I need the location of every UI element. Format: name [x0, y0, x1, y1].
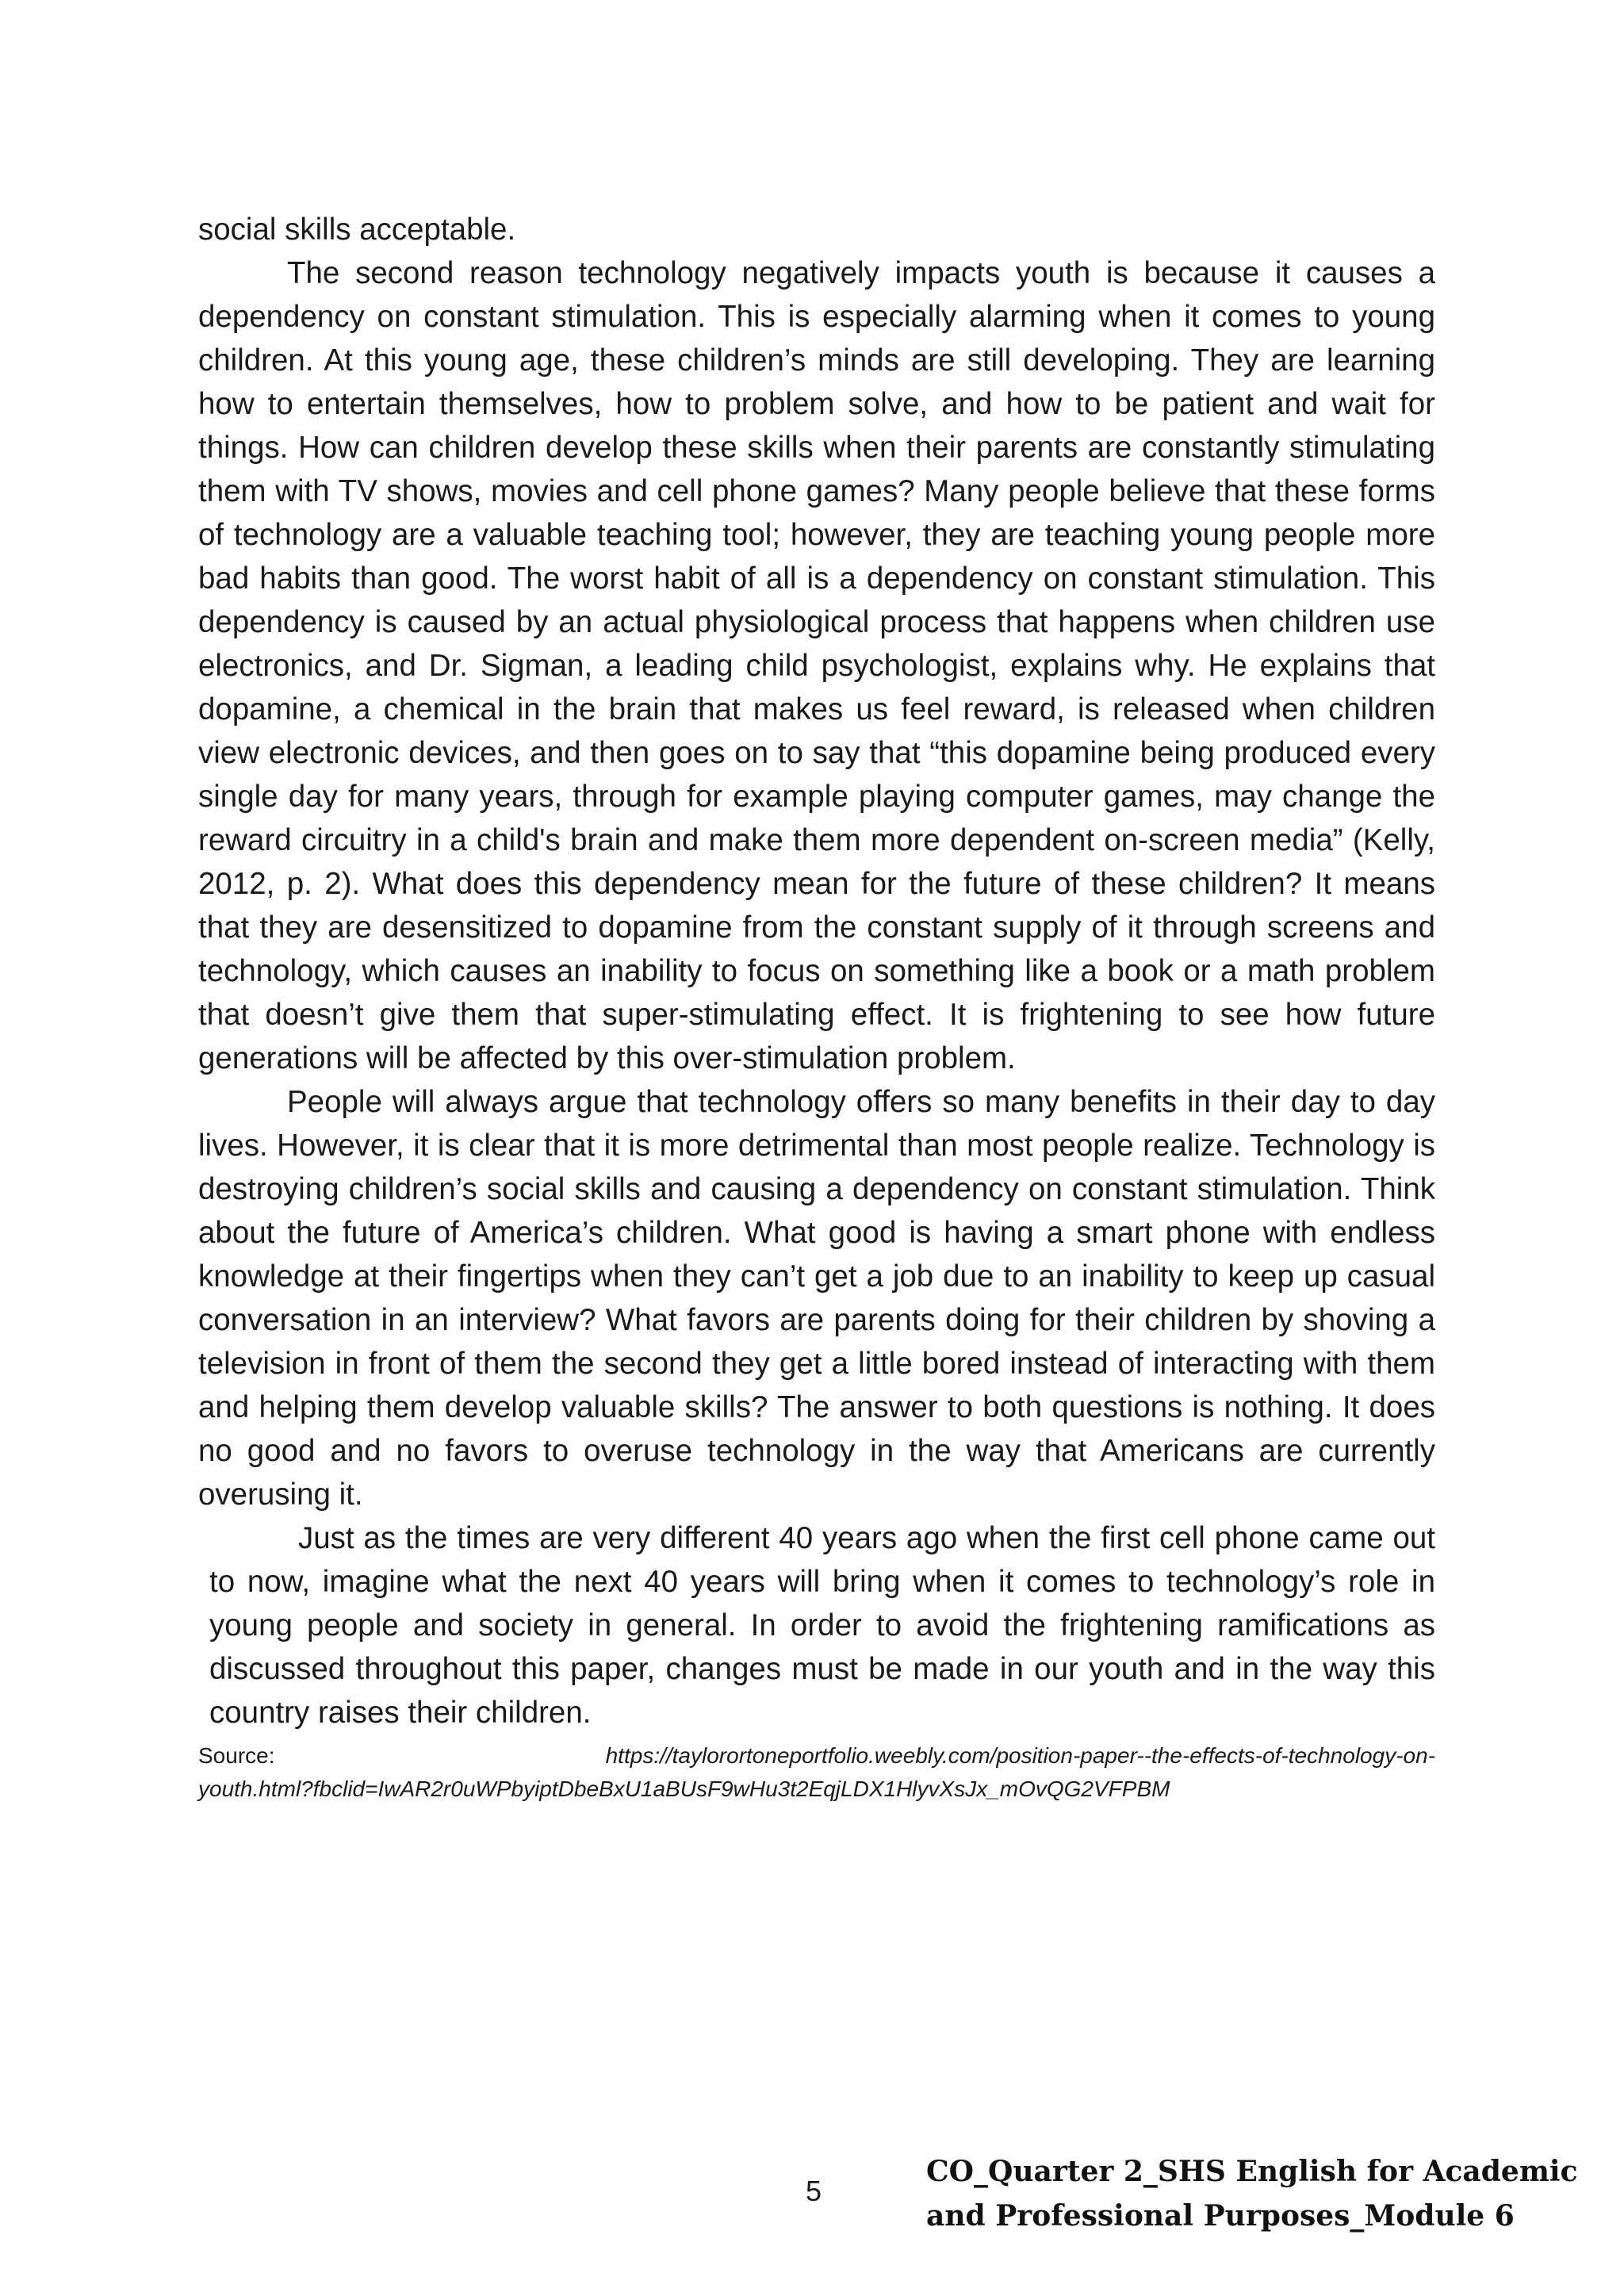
paragraph-continuation: social skills acceptable.: [198, 213, 516, 247]
source-url-part1[interactable]: https://taylorortoneportfolio.weebly.com/position-paper--the-effects-of-technology-on-: [605, 1743, 1435, 1768]
paragraph-closing: Just as the times are very different 40 years ago when the first cell phone came out to now, imagine what the next 40 years will bring when it comes to technology’s role in young people and society in general. In order to avoid the frightening ramifications as discussed throughout this paper, changes must be made in our youth and in the way this country raises their children.: [209, 1521, 1435, 1730]
source-url-part2[interactable]: youth.html?fbclid=IwAR2r0uWPbyiptDbeBxU1aBUsF9wHu3t2EqjLDX1HlyvXsJx_mOvQG2VFPBM: [198, 1777, 1170, 1801]
document-body: [198, 208, 1435, 1806]
source-citation: [198, 1739, 1435, 1806]
page-number: 5: [806, 2175, 822, 2207]
source-label: Source:: [198, 1743, 275, 1768]
paragraph-second-reason: The second reason technology negatively impacts youth is because it causes a dependency on constant stimulation. This is especially alarming when it comes to young children. At this young age, these children’s minds are still developing. They are learning how to entertain themselves, how to problem solve, and how to be patient and wait for things. How can children develop these skills when their parents are constantly stimulating them with TV shows, movies and cell phone games? Many people believe that these forms of technology are a valuable teaching tool; however, they are teaching young people more bad habits than good. The worst habit of all is a dependency on constant stimulation. This dependency is caused by an actual physiological process that happens when children use electronics, and Dr. Sigman, a leading child psychologist, explains why. He explains that dopamine, a chemical in the brain that makes us feel reward, is released when children view electronic devices, and then goes on to say that “this dopamine being produced every single day for many years, through for example playing computer games, may change the reward circuitry in a child's brain and make them more dependent on-screen media” (Kelly, 2012, p. 2). What does this dependency mean for the future of these children? It means that they are desensitized to dopamine from the constant supply of it through screens and technology, which causes an inability to focus on something like a book or a math problem that doesn’t give them that super-stimulating effect. It is frightening to see how future generations will be affected by this over-stimulation problem.: [198, 256, 1435, 1075]
footer-module-title: [926, 2149, 1578, 2238]
footer-title-line1: CO_Quarter 2_SHS English for Academic: [926, 2155, 1578, 2188]
footer-title-line2: and Professional Purposes_Module 6: [926, 2199, 1515, 2233]
paragraph-conclusion: People will always argue that technology offers so many benefits in their day to day lives. However, it is clear that it is more detrimental than most people realize. Technology is destroying children’s social skills and causing a dependency on constant stimulation. Think about the future of America’s children. What good is having a smart phone with endless knowledge at their fingertips when they can’t get a job due to an inability to keep up casual conversation in an interview? What favors are parents doing for their children by shoving a television in front of them the second they get a little bored instead of interacting with them and helping them develop valuable skills? The answer to both questions is nothing. It does no good and no favors to overuse technology in the way that Americans are currently overusing it.: [198, 1085, 1435, 1512]
